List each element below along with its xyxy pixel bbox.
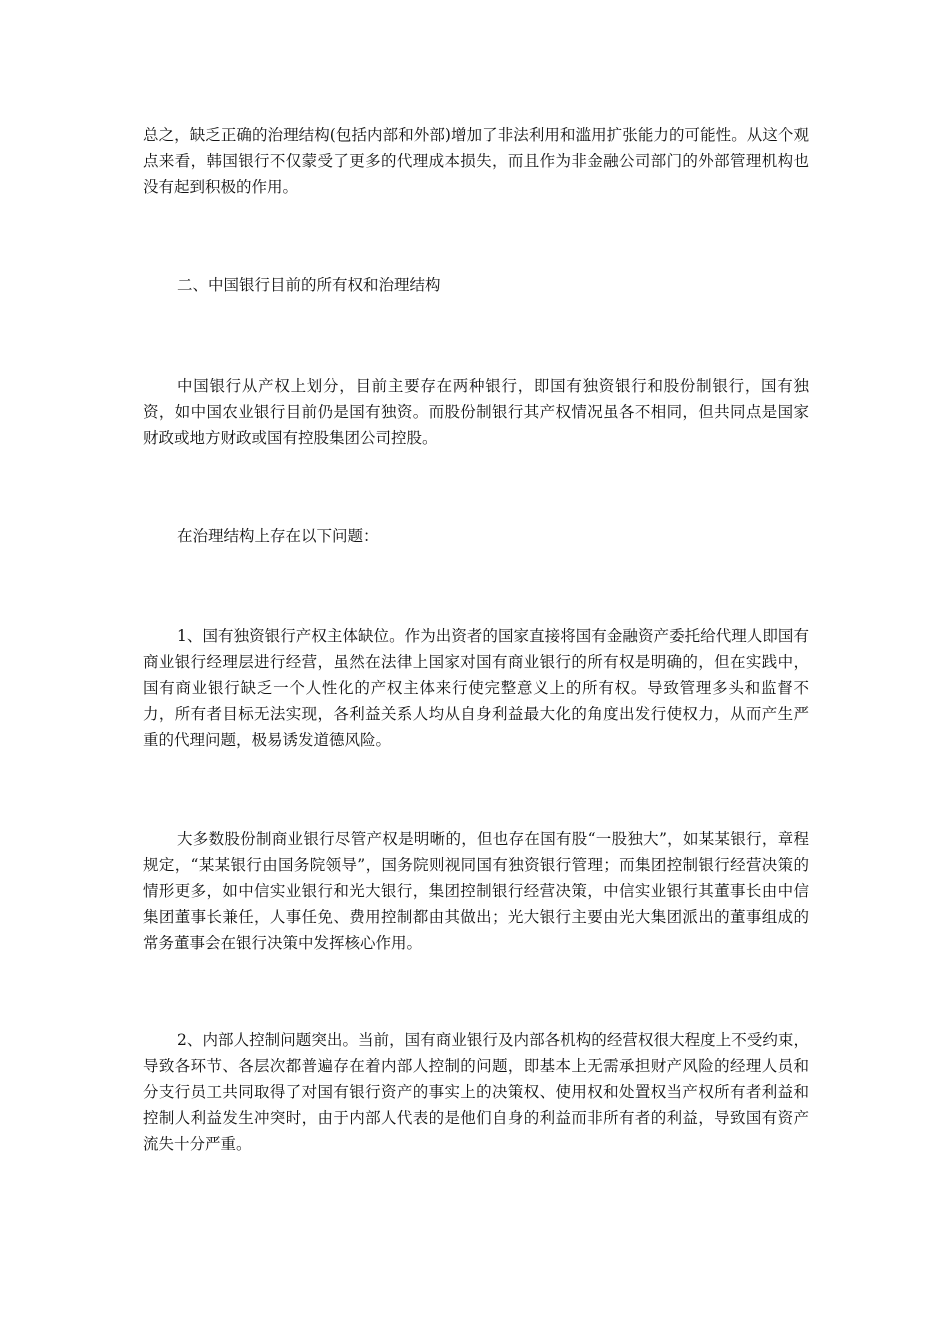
- paragraph-joint-stock: 大多数股份制商业银行尽管产权是明晰的，但也存在国有股“一股独大”，如某某银行，章程规定，“某某银行由国务院领导”，国务院则视同国有独资银行管理；而集团控制银行经营决策的情形更多，如中信实业银行和光大银行，集团控制银行经营决策，中信实业银行其董事长由中信集团董事长兼任，人事任免、费用控制都由其做出；光大银行主要由光大集团派出的董事组成的常务董事会在银行决策中发挥核心作用。: [143, 830, 809, 952]
- paragraph-ownership: 中国银行从产权上划分，目前主要存在两种银行，即国有独资银行和股份制银行，国有独资，如中国农业银行目前仍是国有独资。而股份制银行其产权情况虽各不相同，但共同点是国家财政或地方财政或国有控股集团公司控股。: [143, 377, 809, 447]
- paragraph-summary: 总之，缺乏正确的治理结构(包括内部和外部)增加了非法利用和滥用扩张能力的可能性。从这个观点来看，韩国银行不仅蒙受了更多的代理成本损失，而且作为非金融公司部门的外部管理机构也没有起到积极的作用。: [143, 126, 809, 196]
- paragraph-problems-intro: 在治理结构上存在以下问题：: [177, 527, 379, 545]
- paragraph-problem-2: 2、内部人控制问题突出。当前，国有商业银行及内部各机构的经营权很大程度上不受约束，导致各环节、各层次都普遍存在着内部人控制的问题，即基本上无需承担财产风险的经理人员和分支行员工共同取得了对国有银行资产的事实上的决策权、使用权和处置权当产权所有者利益和控制人利益发生冲突时，由于内部人代表的是他们自身的利益而非所有者的利益，导致国有资产流失十分严重。: [143, 1031, 809, 1153]
- paragraph-problem-1: 1、国有独资银行产权主体缺位。作为出资者的国家直接将国有金融资产委托给代理人即国有商业银行经理层进行经营，虽然在法律上国家对国有商业银行的所有权是明确的，但在实践中，国有商业银行缺乏一个人性化的产权主体来行使完整意义上的所有权。导致管理多头和监督不力，所有者目标无法实现，各利益关系人均从自身利益最大化的角度出发行使权力，从而产生严重的代理问题，极易诱发道德风险。: [143, 627, 809, 749]
- section-heading: 二、中国银行目前的所有权和治理结构: [177, 276, 441, 294]
